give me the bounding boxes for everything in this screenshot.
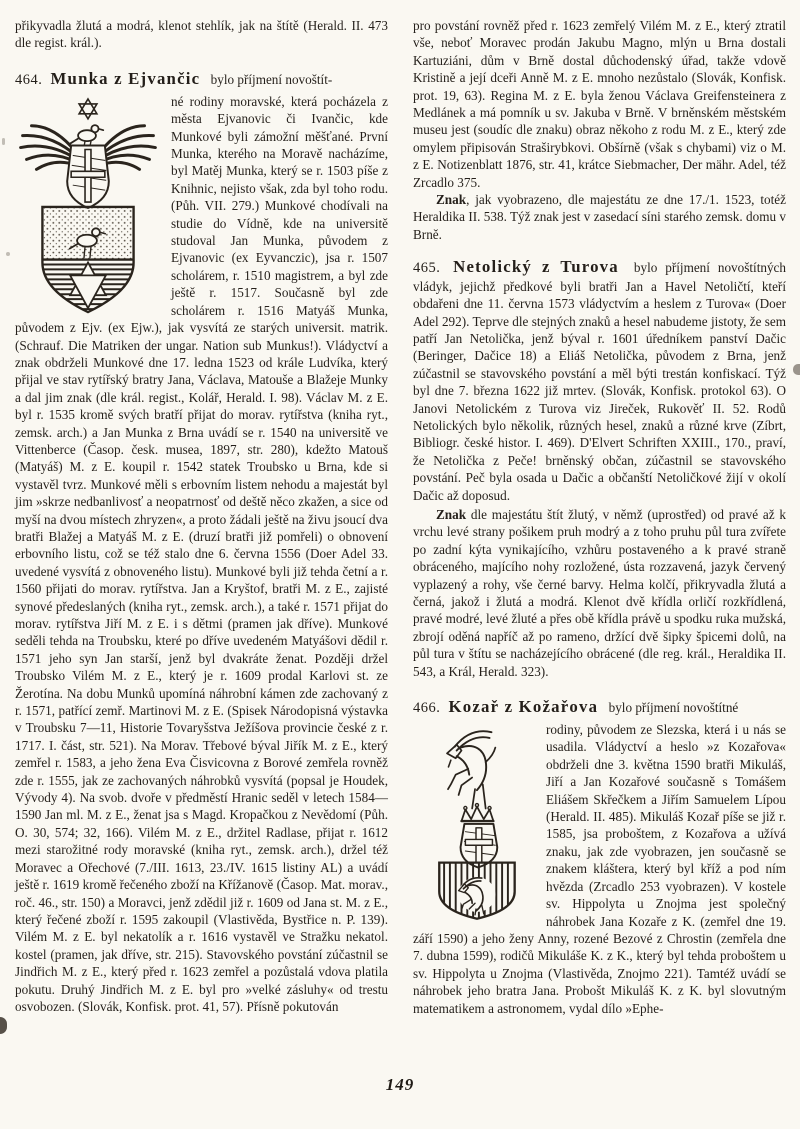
left-column [15,17,388,1017]
entry-466-title: Kozař z Kožařova [448,697,599,717]
entry-464-continuation-paragraph: pro povstání rovněž před r. 1623 zemřelý Vilém M. z E., který ztratil vše, neboť Moravec prodán Jakubu Magno, mlýn u Brna dostali Kartuziáni, dům v Brně dostal důchodenský úřad, takže vdově Kristině a její dceři Anně M. z E. mnoho nezůstalo (Slovák, Konfisk. prot. 19, 63). Regina M. z E. byla ženou Václava Greifensteinera z Medlánek a má pomník u sv. Jakuba v Brně. V brněnském městském museu jest (soudíc dle znaku) obraz někoho z rodu M. z E., který zde omylem připisován Straširybkovi. Obšírně (však s chybami) viz o M. z E. Notizenblatt 1876, str. 41, krátce Siebmacher, Der mähr. Adel, též Zrcadlo 375. [413,18,786,190]
entry-464-znak-paragraph [413,191,786,243]
entry-464-heading [15,67,388,92]
entry-464-heading-rest: bylo příjmení novoštít- [210,71,333,87]
coat-of-arms-kozar-illustration [418,724,534,922]
entry-465-number: 465. [413,260,441,277]
entry-465-paragraph [413,258,786,504]
right-column [413,17,786,1017]
entry-465-title: Netolický z Turova [453,257,619,277]
entry-464-number: 464. [15,71,43,88]
entry-466-body-text: rodiny, původem ze Slezska, která i u nás se usadila. Vládyctví a heslo »z Kozařova« obdrželi dne 3. května 1590 bratři Mikuláš, Jiří a Jan Kozařové současně s Tomášem Eliášem Skřečkem a Jiřím Samuelem Lípou (Herald. II. 485). Mikuláš Kozař píše se již r. 1585, jsa proboštem, z Kozařova a užívá znaku, jak zde vyobrazen, jen současně se znakem kláštera, který byl kříž a pod ním hvězda (Zrcadlo 253 vyobrazen). V kostele sv. Hippolyta u Znojma jest společný náhrobek Jana Kozaře z K. (zemřel dne 19. září 1590) a jeho ženy Anny, rozené Bezové z Chrostin (zemřela dne 7. dubna 1599), rodičů Mikuláše K. z K., který byl tehda proboštem u sv. Hippolyta u Znojma (Vlastivěda, Znojmo 221). Tamtéž uvádí se náhrobek jeho bratra Jana. Probošt Mikuláš K. z K. byl slovutným matematikem a astronomem, vydal dílo »Ephe- [413,722,786,1016]
entry-465 [413,258,786,504]
entry-465-znak-paragraph [413,506,786,680]
entry-464-body-paragraph [15,93,388,1016]
znak-464-text: , jak vyobrazeno, dle majestátu ze dne 17./1. 1523, totéž Heraldika II. 538. Týž znak jest v zasedací síni starého zemsk. domu v Brně. [413,192,786,242]
entry-466-number: 466. [413,700,441,717]
entry-466 [413,695,786,1017]
entry-466-heading-rest: bylo příjmení novoštítné [608,700,739,716]
entry-466-heading [413,695,786,720]
entry-466-body-paragraph [413,721,786,1017]
znak-465-text: dle majestátu štít žlutý, v němž (uprostřed) od pravé až k vrchu levé strany pošikem pruh modrý a z toho pruhu půl tura zvířete po zadní kýta vynikajícího, vzhůru postaveného a k pravé straně obráceného, majícího nohy rozložené, ústa rozzavená, jazyk červený vyplazený a rohy, vše černé barvy. Helma kolčí, přikryvadla žlutá a černá, jakož i žlutá a modrá. Klenot dvě křídla orličí rozkřídlená, pravé modré, levé žluté a přes obě křídla právě u spodku ruka mužská, zbrojí oděná napříč až po rameno, držící dvě šipky špicemi dolů, na půl tura v štítu se nacházejícího obrácené (dle reg. král., Heraldika II. 543, a Král, Herald. 323). [413,506,786,679]
entry-464-body-text: né rodiny moravské, která pocházela z města Ejvanovic či Ivančic, kde Munkové byli zámožní měšťané. První Munka, kterého na Moravě nacházíme, byl Matěj Munka, který se r. 1503 píše z Knihnic, nejisto však, zda byl toho rodu. (Půh. VII. 279.) Munkové chodívali na studie do Vídně, kde na universitě studoval Jan Munka, původem z Ejvanovic (ex Eyvanczic), jsa r. 1507 scholárem, r. 1510 magistrem, a byl zde ještě r. 1517. Současně byl zde scholárem r. 1516 Matyáš Munka, původem z Ejv. (ex Ejw.), jak vysvítá ze starých universit. matrik. (Schrauf. Die Matriken der ungar. Nation sub Munkus!). Vládyctví a znak obdrželi Munkové dne 17. ledna 1523 od krále Ludvíka, který přijal ve stav rytířský bratry Jana, Václava, Matouše a Blažeje Munky a dal jim znak (dle král. regist., Kolář, Herald. I. 98). Václav M. z E. byl r. 1535 kromě svých bratří přijat do morav. rytířstva (kniha ryt., zemsk. arch.) a Jan Munka z Brna uvádí se r. 1540 na universitě ve Vittenberce (Časop. česk. musea, 1897, str. 280), kdežto Matouš (Matyáš) M. z E. koupil r. 1542 statek Troubsko u Brna, kde si vystavěl tvrz. Munkové měli s erbovním listem nehodu a majestát byl jim »skrze nedbanlivosť a neopatrnosť od deště něco zkažen, a sice od myší na dvou místech zhryzen«, a proto žádali ještě na živu jsoucí dva bratři Blažej a Matyáš M. z E. (druzí bratři již pomřeli) o obnovení erbovního listu, což se též stalo dne 6. června 1556 (Doer Adel 33. uvedené vysvítá z obnoveného listu). Munkové byli již tehda četní a r. 1560 přijati do morav. rytířstva. Jan a Kryštof, bratři M. z E., zajisté synové předeslaných (kniha ryt., zemsk. arch.), a také r. 1571 přijat do morav. rytířstva Jiří M. z E. i s dětmi (pramen jak dříve). Munkové seděli tehda na Troubsku, které po dříve uvedeném Matyášovi dědil r. 1571 jeho syn Jan starší, jenž byl dvakráte ženat. Později držel Troubsko Vilém M. z E., který je r. 1609 prodal Karlovi st. ze Žerotína. Na dobu Munků upomíná náhrobní kámen zde zachovaný z r. 1571, patřící zemř. Martinovi M. z E. (Spisek Národopisná výstavka v Troubsku 7—11, Historie Tovaryšstva Ježíšova provincie české z r. 1717. I. část, str. 521). Na Morav. Třebové býval Jiřík M. z E., který zemřel r. 1583, a jeho žena Eva Čisvicovna z Borové zemřela rovněž zde r. 1555, jak ze zachovaných náhrobků vysvítá (popsal je Houdek, Vývody 4). Na svob. dvoře v předměstí Hranic seděl v letech 1584—1590 Jan ml. M. z E., ženat jsa s Magd. Kropačkou z Nevědomí (Půh. O. 30, 574; 32, 166). Vilém M. z E., držitel Radlase, přijat r. 1612 mezi starožitné rody moravské (kniha ryt., zemsk. arch.), držel též Moravec a Ořechové (7./III. 1613, 23./IV. 1615 listiny AL) a uvádí ještě r. 1619 kromě řečeného zboží na Křížanově (Časop. Mat. morav., roč. 46., str. 150) a Moravci, jenž zdědil již r. 1609 od Jana st. M. z E., který řečené zboží r. 1595 zakoupil (Vlastivěda, Bystřice n. P. 139). Vilém M. z E. byl nekatolík a r. 1616 vystavěl ve Stražku nekatol. kostel (pramen, jak dříve, str. 215). Stavovského povstání zúčastnil se Jindřich M. z E., který před r. 1623 zemřel a pozůstalá vdova platila pokutu. Druhý Jindřich M. z E. byl pro »velké zásluhy« od trestu osvobozen. (Slovák, Konfisk. prot. 41, 57). Přísně pokutován [15,93,388,1014]
znak-464-lead: Znak [436,192,467,208]
intro-continuation-paragraph: přikyvadla žlutá a modrá, klenot stehlík, jak na štítě (Herald. II. 473 dle regist. král.). [15,18,388,51]
entry-465-body-text: bylo příjmení novoštítných vládyk, jejichž předkové byli bratři Jan a Havel Netoličtí, kteří obdařeni dne 11. června 1573 vládyctvím a heslem z Turova« (Doer Adel 292). Teprve dle stejných znaků a hesel nabudeme jistoty, že sem patří Jan Netolička, jenž býval r. 1601 úředníkem panství Dačic (Beringer, Dačice 18) a Eliáš Netolička, původem z Brna, jenž zúčastnil se stavovského povstání a měl býti trestán konfiskací. Týž byl dne 7. března 1622 již mrtev. (Slovák, Konfisk. protokol 63). O Janovi Netolickém z Turova viz Jireček, Rukověť II. 52. Rodů Netolických bylo několik, různých hesel, znaků a různé krve (Zíbrt, Bibliogr. české histor. I. 469). D'Elvert Schriften XXIII., 170., praví, že Netolička z Peče! brněnský občan, zúčastnil se stavovského povstání. Peč byla osada u Dačic a občanští Netoličkové žijí v okolí Dačic až doposud. [413,260,786,503]
znak-465-lead: Znak [436,506,467,522]
coat-of-arms-munka-illustration [15,96,161,316]
scan-speck [0,1017,7,1034]
entry-464 [15,67,388,1016]
entry-464-title: Munka z Ejvančic [50,68,201,88]
page-number: 149 [385,1075,415,1094]
